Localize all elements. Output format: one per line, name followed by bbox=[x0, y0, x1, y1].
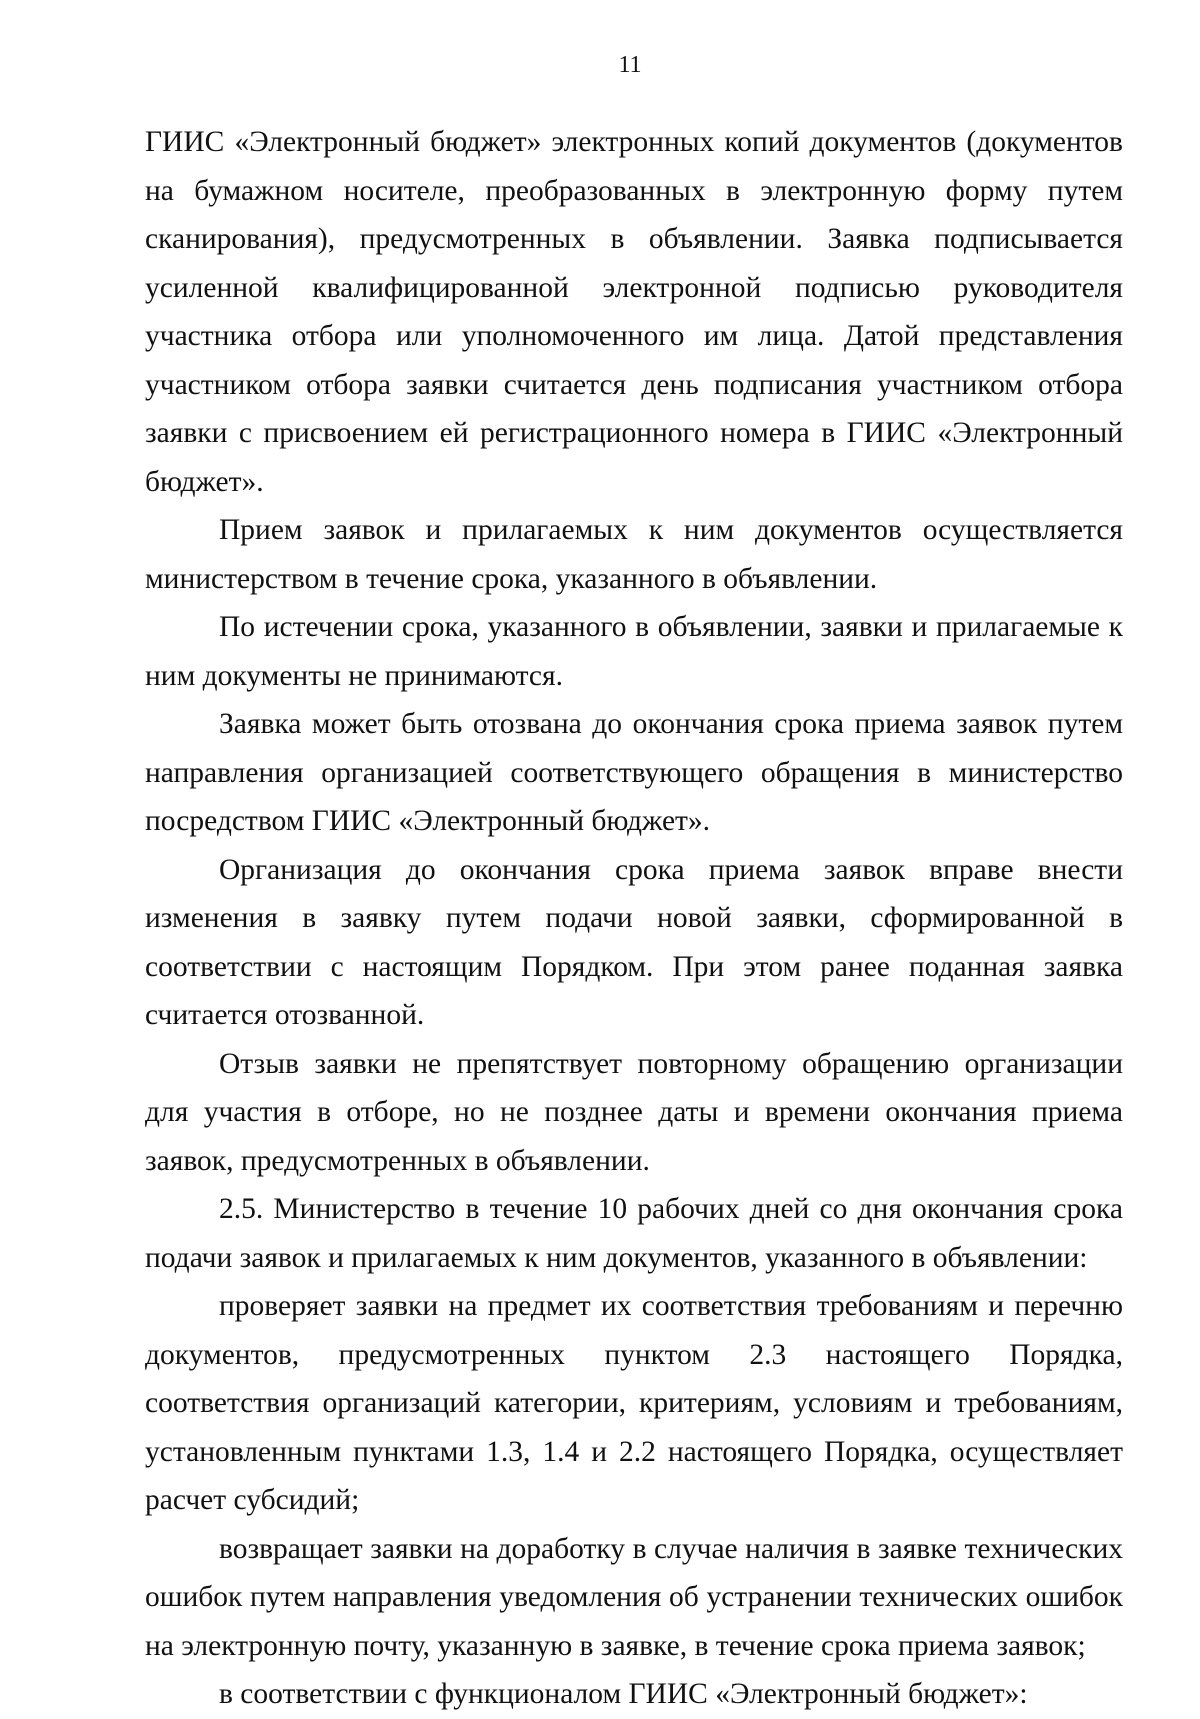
paragraph-continued: ГИИС «Электронный бюджет» электронных копий документов (документов на бумажном носителе, преобразованных в электронную форму путем сканирования), предусмотренных в объявлении. Заявка подписывается усиленной квалифицированной электронной подписью руководителя участника отбора или уполномоченного им лица. Датой представления участником отбора заявки считается день подписания участником отбора заявки с присвоением ей регистрационного номера в ГИИС «Электронный бюджет». bbox=[145, 126, 1123, 498]
paragraph-application-changes: Организация до окончания срока приема заявок вправе внести изменения в заявку путем подачи новой заявки, сформированной в соответствии с настоящим Порядком. При этом ранее поданная заявка считается отозванной. bbox=[145, 853, 1123, 1031]
paragraph-returns-applications: возвращает заявки на доработку в случае наличия в заявке технических ошибок путем направления уведомления об устранении технических ошибок на электронную почту, указанную в заявке, в течение срока приема заявок; bbox=[145, 1532, 1123, 1662]
paragraph-section-2-5: 2.5. Министерство в течение 10 рабочих дней со дня окончания срока подачи заявок и прилагаемых к ним документов, указанного в объявлении: bbox=[145, 1193, 1123, 1274]
paragraph-giis-functionality: в соответствии с функционалом ГИИС «Электронный бюджет»: bbox=[219, 1678, 1028, 1710]
paragraph-application-receipt: Прием заявок и прилагаемых к ним документов осуществляется министерством в течение срока, указанного в объявлении. bbox=[145, 514, 1123, 595]
paragraph-deadline-expiry: По истечении срока, указанного в объявлении, заявки и прилагаемые к ним документы не принимаются. bbox=[145, 611, 1123, 692]
paragraph-checks-applications: проверяет заявки на предмет их соответствия требованиям и перечню документов, предусмотренных пунктом 2.3 настоящего Порядка, соответствия организаций категории, критериям, условиям и требованиям, установленным пунктами 1.3, 1.4 и 2.2 настоящего Порядка, осуществляет расчет субсидий; bbox=[145, 1290, 1123, 1516]
paragraph-application-withdrawal: Заявка может быть отозвана до окончания срока приема заявок путем направления организацией соответствующего обращения в министерство посредством ГИИС «Электронный бюджет». bbox=[145, 708, 1123, 837]
page-number: 11 bbox=[618, 52, 642, 78]
document-body bbox=[145, 118, 1123, 1719]
paragraph-withdrawal-effect: Отзыв заявки не препятствует повторному обращению организации для участия в отборе, но не позднее даты и времени окончания приема заявок, предусмотренных в объявлении. bbox=[145, 1047, 1123, 1177]
